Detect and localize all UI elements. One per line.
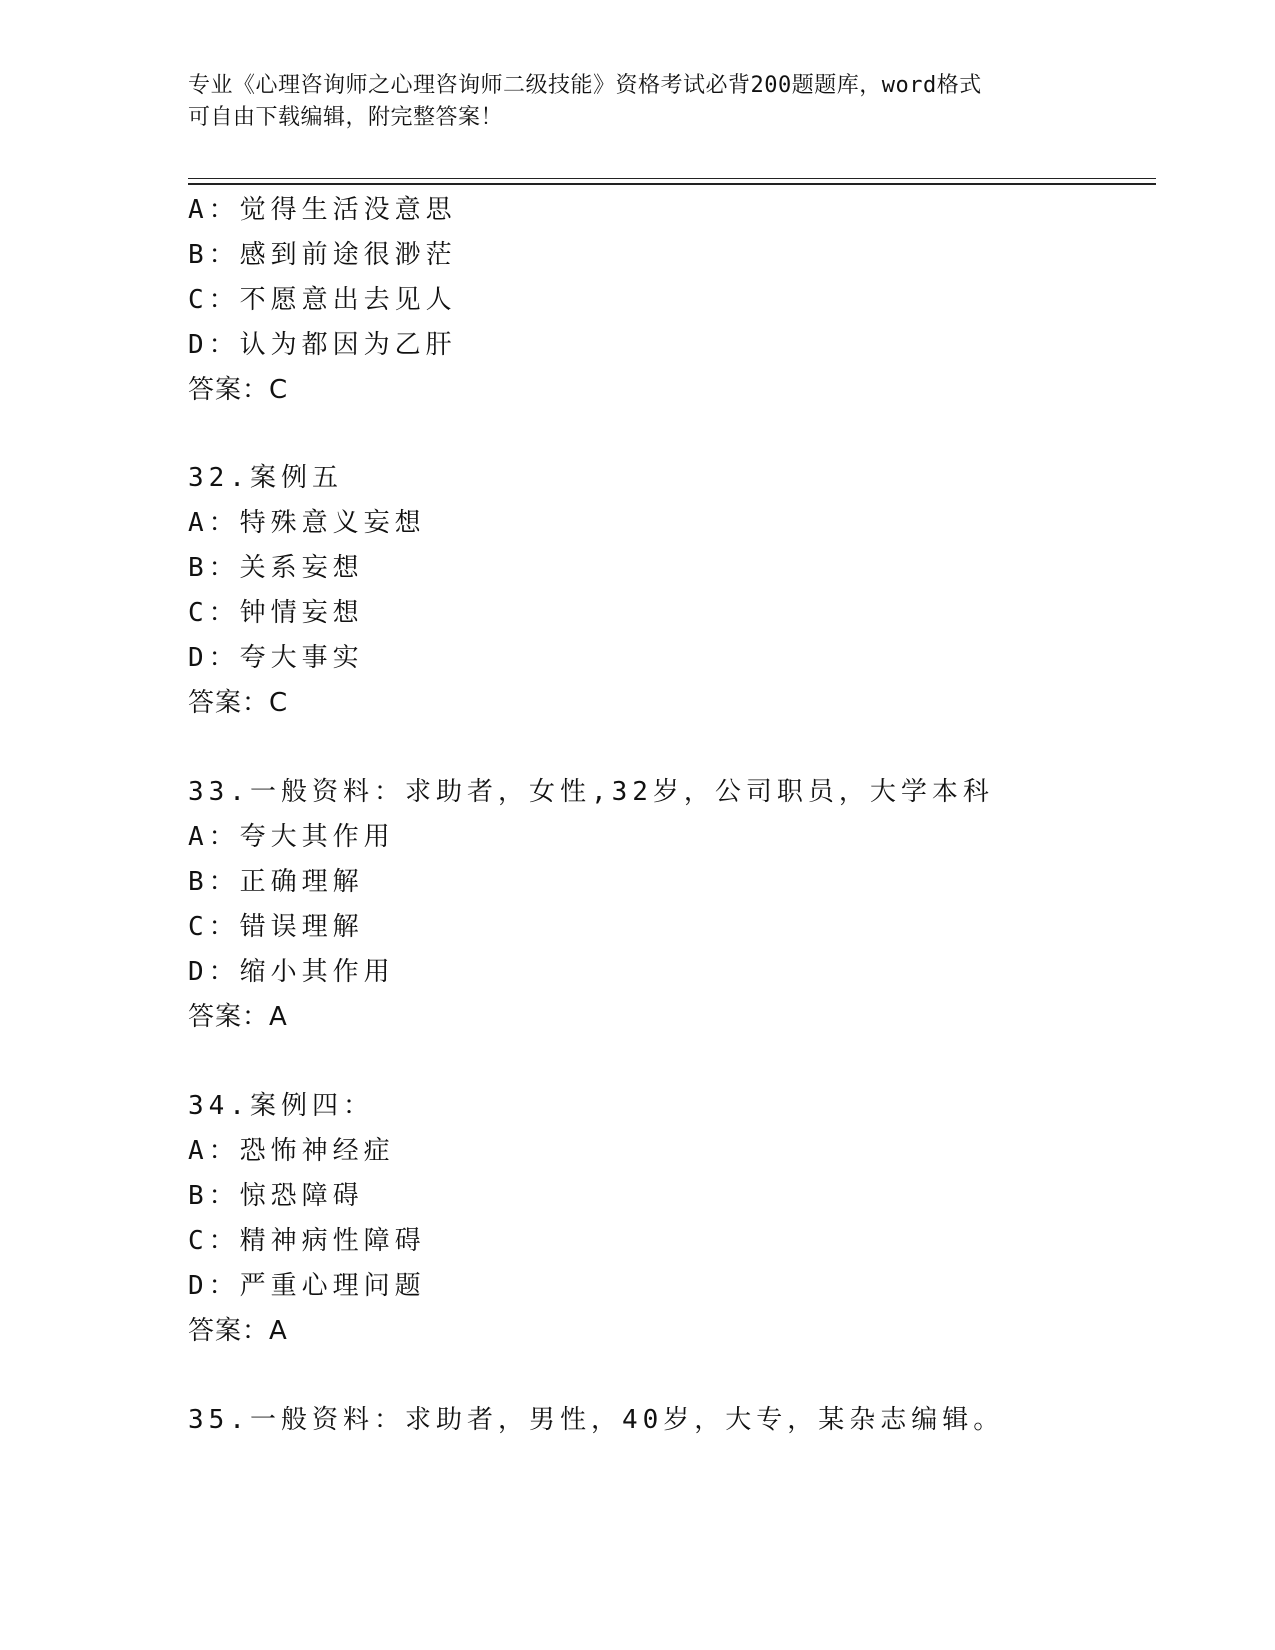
- option-c: C：不愿意出去见人: [188, 285, 457, 315]
- option-b: B：感到前途很渺茫: [188, 240, 457, 270]
- option-d: D：夸大事实: [188, 643, 364, 673]
- option-b: B：正确理解: [188, 867, 364, 897]
- header-line-2: 可自由下载编辑，附完整答案！: [188, 105, 504, 130]
- answer-line: 答案：A: [188, 1002, 288, 1032]
- option-a: A：觉得生活没意思: [188, 195, 457, 225]
- question-title: 35.一般资料：求助者，男性，40岁，大专，某杂志编辑。: [188, 1405, 1005, 1435]
- option-b: B：惊恐障碍: [188, 1181, 364, 1211]
- option-a: A：恐怖神经症: [188, 1136, 395, 1166]
- option-a: A：夸大其作用: [188, 822, 395, 852]
- answer-line: 答案：C: [188, 375, 289, 405]
- option-c: C：精神病性障碍: [188, 1226, 426, 1256]
- option-d: D：认为都因为乙肝: [188, 330, 457, 360]
- option-a: A：特殊意义妄想: [188, 508, 426, 538]
- option-c: C：钟情妄想: [188, 598, 364, 628]
- question-title: 33.一般资料：求助者，女性,32岁，公司职员，大学本科: [188, 777, 994, 807]
- option-c: C：错误理解: [188, 912, 364, 942]
- question-title: 34.案例四：: [188, 1091, 374, 1121]
- header-rule-thick: [188, 183, 1156, 185]
- question-title: 32.案例五: [188, 463, 343, 493]
- option-d: D：严重心理问题: [188, 1271, 426, 1301]
- option-b: B：关系妄想: [188, 553, 364, 583]
- answer-line: 答案：A: [188, 1316, 288, 1346]
- header-rule-thin: [188, 178, 1156, 179]
- answer-line: 答案：C: [188, 688, 289, 718]
- option-d: D：缩小其作用: [188, 957, 395, 987]
- header-line-1: 专业《心理咨询师之心理咨询师二级技能》资格考试必背200题题库，word格式: [188, 73, 982, 98]
- document-header: [188, 70, 1068, 134]
